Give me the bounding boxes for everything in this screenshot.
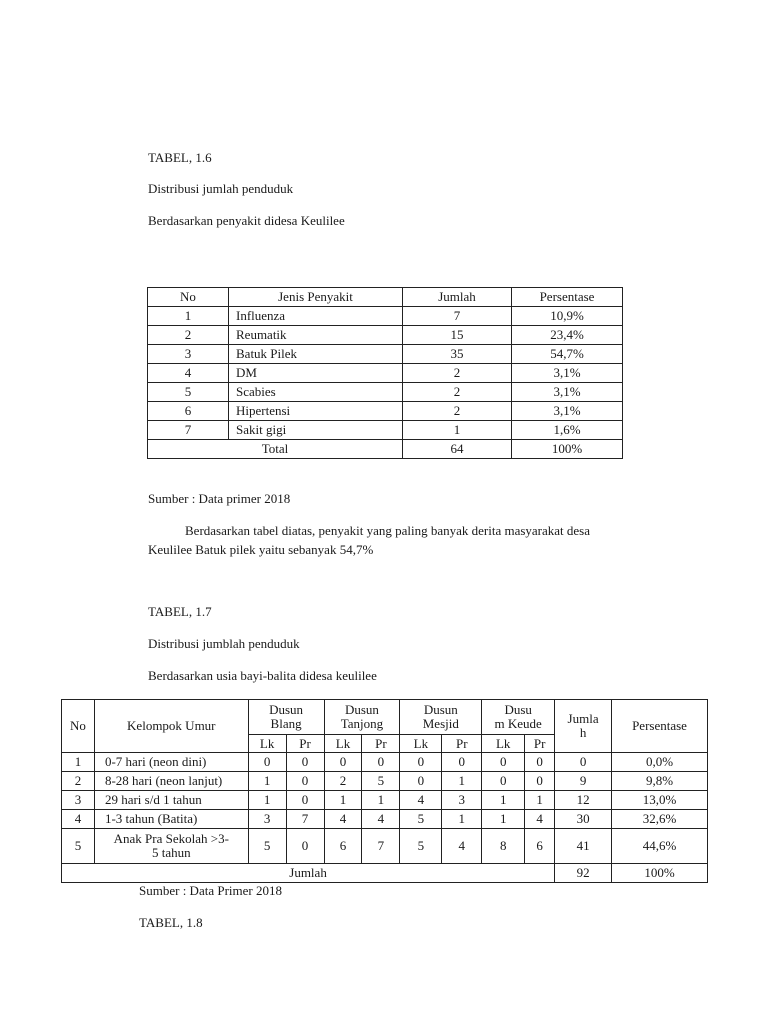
total-label: Total — [148, 440, 403, 459]
header-jumlah-line2: h — [579, 725, 587, 740]
header-jenis-penyakit: Jenis Penyakit — [229, 288, 403, 307]
cell-value: 1 — [442, 772, 482, 791]
cell-persentase: 3,1% — [512, 383, 623, 402]
cell-no: 3 — [148, 345, 229, 364]
cell-value: 1 — [482, 810, 525, 829]
total-persentase: 100% — [512, 440, 623, 459]
header-dusun-blang-line1: Dusun — [269, 702, 304, 717]
table-1-7-title-line1: Distribusi jumblah penduduk — [148, 636, 300, 651]
table-row — [148, 364, 623, 383]
table-header-row — [148, 288, 623, 307]
table-row — [62, 772, 708, 791]
cell-value: 0 — [525, 772, 555, 791]
cell-penyakit: Batuk Pilek — [229, 345, 403, 364]
table-row — [62, 829, 708, 864]
cell-value: 1 — [324, 791, 362, 810]
cell-value: 5 — [400, 810, 442, 829]
cell-kelompok-line2: 5 tahun — [151, 845, 191, 860]
table-row — [62, 810, 708, 829]
cell-value: 0 — [286, 791, 324, 810]
cell-kelompok: 1-3 tahun (Batita) — [94, 810, 248, 829]
cell-persentase: 44,6% — [612, 829, 708, 864]
cell-value: 2 — [324, 772, 362, 791]
total-jumlah: 92 — [555, 864, 612, 883]
header-lk: Lk — [482, 735, 525, 753]
table-row — [148, 402, 623, 421]
table-total-row — [148, 440, 623, 459]
cell-no: 2 — [62, 772, 95, 791]
table-row — [148, 421, 623, 440]
cell-persentase: 1,6% — [512, 421, 623, 440]
cell-kelompok: 0-7 hari (neon dini) — [94, 753, 248, 772]
cell-kelompok: 8-28 hari (neon lanjut) — [94, 772, 248, 791]
header-jumlah: Jumlah — [403, 288, 512, 307]
header-dusun-keude-line2: m Keude — [494, 716, 542, 731]
cell-persentase: 0,0% — [612, 753, 708, 772]
cell-value: 0 — [248, 753, 286, 772]
cell-persentase: 13,0% — [612, 791, 708, 810]
cell-jumlah: 2 — [403, 402, 512, 421]
table-1-7-title-line2: Berdasarkan usia bayi-balita didesa keulilee — [148, 668, 377, 683]
cell-value: 3 — [248, 810, 286, 829]
header-persentase: Persentase — [512, 288, 623, 307]
cell-no: 5 — [148, 383, 229, 402]
cell-value: 6 — [525, 829, 555, 864]
cell-jumlah: 35 — [403, 345, 512, 364]
table-1-6 — [147, 287, 623, 459]
cell-penyakit: Influenza — [229, 307, 403, 326]
table-1-7-source: Sumber : Data Primer 2018 — [139, 883, 282, 898]
cell-value: 0 — [442, 753, 482, 772]
cell-value: 4 — [442, 829, 482, 864]
cell-no: 1 — [62, 753, 95, 772]
header-pr: Pr — [362, 735, 400, 753]
header-pr: Pr — [525, 735, 555, 753]
cell-value: 1 — [482, 791, 525, 810]
cell-value: 0 — [286, 772, 324, 791]
cell-value: 0 — [482, 753, 525, 772]
cell-persentase: 32,6% — [612, 810, 708, 829]
header-dusun-tanjong — [324, 700, 400, 735]
cell-persentase: 9,8% — [612, 772, 708, 791]
header-dusun-mesjid-line2: Mesjid — [422, 716, 459, 731]
total-persentase: 100% — [612, 864, 708, 883]
table-1-8-caption: TABEL, 1.8 — [139, 915, 203, 930]
cell-value: 1 — [248, 791, 286, 810]
header-no: No — [148, 288, 229, 307]
table-1-6-source: Sumber : Data primer 2018 — [148, 491, 291, 506]
cell-value: 0 — [400, 772, 442, 791]
header-dusun-mesjid-line1: Dusun — [423, 702, 458, 717]
cell-kelompok: 29 hari s/d 1 tahun — [94, 791, 248, 810]
cell-jumlah: 15 — [403, 326, 512, 345]
cell-value: 5 — [248, 829, 286, 864]
cell-no: 7 — [148, 421, 229, 440]
cell-no: 1 — [148, 307, 229, 326]
cell-penyakit: Sakit gigi — [229, 421, 403, 440]
table-1-7 — [61, 699, 708, 883]
cell-no: 6 — [148, 402, 229, 421]
cell-value: 0 — [324, 753, 362, 772]
header-pr: Pr — [442, 735, 482, 753]
cell-value: 1 — [362, 791, 400, 810]
header-dusun-keude — [482, 700, 555, 735]
header-lk: Lk — [324, 735, 362, 753]
paragraph-line1: Berdasarkan tabel diatas, penyakit yang paling banyak derita masyarakat desa — [185, 523, 591, 538]
cell-persentase: 3,1% — [512, 402, 623, 421]
cell-no: 5 — [62, 829, 95, 864]
cell-penyakit: Scabies — [229, 383, 403, 402]
header-dusun-keude-line1: Dusu — [504, 702, 532, 717]
header-jumlah-line1: Jumla — [567, 711, 599, 726]
cell-value: 7 — [286, 810, 324, 829]
total-label: Jumlah — [62, 864, 555, 883]
cell-penyakit: Hipertensi — [229, 402, 403, 421]
table-row — [148, 326, 623, 345]
cell-value: 4 — [400, 791, 442, 810]
cell-jumlah: 7 — [403, 307, 512, 326]
cell-jumlah: 0 — [555, 753, 612, 772]
cell-value: 4 — [324, 810, 362, 829]
cell-jumlah: 12 — [555, 791, 612, 810]
header-no: No — [62, 700, 95, 753]
cell-persentase: 54,7% — [512, 345, 623, 364]
total-jumlah: 64 — [403, 440, 512, 459]
cell-value: 0 — [286, 753, 324, 772]
header-dusun-blang — [248, 700, 324, 735]
cell-value: 0 — [286, 829, 324, 864]
cell-value: 5 — [400, 829, 442, 864]
table-row — [62, 753, 708, 772]
header-persentase: Persentase — [612, 700, 708, 753]
cell-no: 2 — [148, 326, 229, 345]
cell-kelompok-line1: Anak Pra Sekolah >3- — [113, 831, 229, 846]
header-kelompok-umur: Kelompok Umur — [94, 700, 248, 753]
table-header-row — [62, 700, 708, 735]
cell-value: 4 — [362, 810, 400, 829]
cell-persentase: 10,9% — [512, 307, 623, 326]
cell-value: 3 — [442, 791, 482, 810]
header-dusun-mesjid — [400, 700, 482, 735]
table-row — [62, 791, 708, 810]
cell-no: 4 — [62, 810, 95, 829]
table-total-row — [62, 864, 708, 883]
cell-value: 0 — [525, 753, 555, 772]
cell-value: 0 — [362, 753, 400, 772]
cell-kelompok — [94, 829, 248, 864]
header-lk: Lk — [400, 735, 442, 753]
cell-persentase: 3,1% — [512, 364, 623, 383]
header-jumlah — [555, 700, 612, 753]
header-pr: Pr — [286, 735, 324, 753]
cell-value: 1 — [525, 791, 555, 810]
header-lk: Lk — [248, 735, 286, 753]
table-1-6-caption: TABEL, 1.6 — [148, 150, 212, 165]
cell-jumlah: 9 — [555, 772, 612, 791]
cell-value: 7 — [362, 829, 400, 864]
table-row — [148, 345, 623, 364]
cell-value: 5 — [362, 772, 400, 791]
cell-no: 4 — [148, 364, 229, 383]
cell-jumlah: 41 — [555, 829, 612, 864]
cell-jumlah: 2 — [403, 383, 512, 402]
cell-value: 4 — [525, 810, 555, 829]
cell-no: 3 — [62, 791, 95, 810]
cell-jumlah: 1 — [403, 421, 512, 440]
cell-value: 8 — [482, 829, 525, 864]
cell-persentase: 23,4% — [512, 326, 623, 345]
header-dusun-tanjong-line2: Tanjong — [340, 716, 384, 731]
cell-value: 0 — [400, 753, 442, 772]
cell-jumlah: 2 — [403, 364, 512, 383]
table-row — [148, 307, 623, 326]
cell-value: 6 — [324, 829, 362, 864]
table-row — [148, 383, 623, 402]
cell-value: 1 — [248, 772, 286, 791]
cell-penyakit: Reumatik — [229, 326, 403, 345]
cell-value: 1 — [442, 810, 482, 829]
cell-value: 0 — [482, 772, 525, 791]
cell-penyakit: DM — [229, 364, 403, 383]
cell-jumlah: 30 — [555, 810, 612, 829]
table-1-6-title-line1: Distribusi jumlah penduduk — [148, 181, 294, 196]
table-1-6-title-line2: Berdasarkan penyakit didesa Keulilee — [148, 213, 345, 228]
header-dusun-tanjong-line1: Dusun — [344, 702, 379, 717]
paragraph-line2: Keulilee Batuk pilek yaitu sebanyak 54,7% — [148, 542, 374, 557]
table-1-7-caption: TABEL, 1.7 — [148, 604, 212, 619]
header-dusun-blang-line2: Blang — [270, 716, 302, 731]
